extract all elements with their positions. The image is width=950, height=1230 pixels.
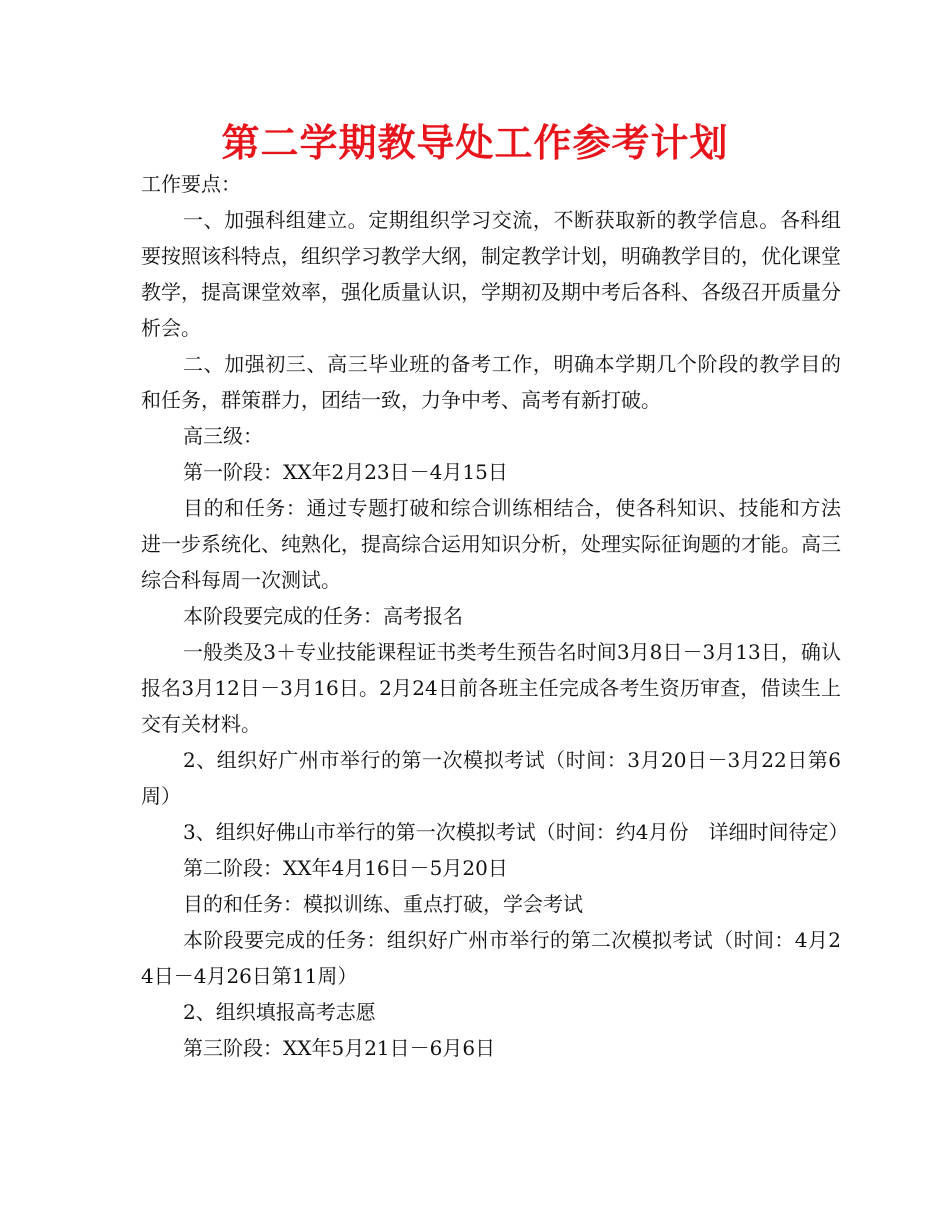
- paragraph-stage-1-tasks: 本阶段要完成的任务：高考报名: [183, 604, 463, 628]
- paragraph-work-points: 工作要点：: [141, 172, 241, 196]
- paragraph-grade-heading: 高三级：: [183, 424, 263, 448]
- paragraph-volunteer: 2、组织填报高考志愿: [183, 1000, 376, 1024]
- paragraph-stage-1-goal: 目的和任务：通过专题打破和综合训练相结合，使各科知识、技能和方法进一步系统化、纯熟化，提高综合运用知识分析，处理实际征询题的才能。高三综合科每周一次测试。: [141, 496, 841, 592]
- paragraph-stage-3: 第三阶段：XX年5月21日－6月6日: [183, 1036, 496, 1060]
- document-title: 第二学期教导处工作参考计划: [221, 121, 729, 165]
- paragraph-stage-2: 第二阶段：XX年4月16日－5月20日: [183, 856, 508, 880]
- paragraph-mock-exam-2: 3、组织好佛山市举行的第一次模拟考试（时间：约4月份 详细时间待定）: [183, 820, 849, 844]
- document-body: [141, 166, 849, 1066]
- paragraph-stage-2-tasks: 本阶段要完成的任务：组织好广州市举行的第二次模拟考试（时间：4月24日－4月26日第11周）: [141, 928, 841, 988]
- paragraph-stage-1: 第一阶段：XX年2月23日－4月15日: [183, 460, 508, 484]
- paragraph-stage-2-goal: 目的和任务：模拟训练、重点打破，学会考试: [183, 892, 583, 916]
- paragraph-item-1: 一、加强科组建立。定期组织学习交流，不断获取新的教学信息。各科组要按照该科特点，组织学习教学大纲，制定教学计划，明确教学目的，优化课堂教学，提高课堂效率，强化质量认识，学期初及期中考后各科、各级召开质量分析会。: [141, 208, 841, 340]
- paragraph-registration: 一般类及3＋专业技能课程证书类考生预告名时间3月8日－3月13日，确认报名3月12日－3月16日。2月24日前各班主任完成各考生资历审查，借读生上交有关材料。: [141, 640, 841, 736]
- paragraph-mock-exam-1: 2、组织好广州市举行的第一次模拟考试（时间：3月20日－3月22日第6周）: [141, 748, 841, 808]
- paragraph-item-2: 二、加强初三、高三毕业班的备考工作，明确本学期几个阶段的教学目的和任务，群策群力，团结一致，力争中考、高考有新打破。: [141, 352, 841, 412]
